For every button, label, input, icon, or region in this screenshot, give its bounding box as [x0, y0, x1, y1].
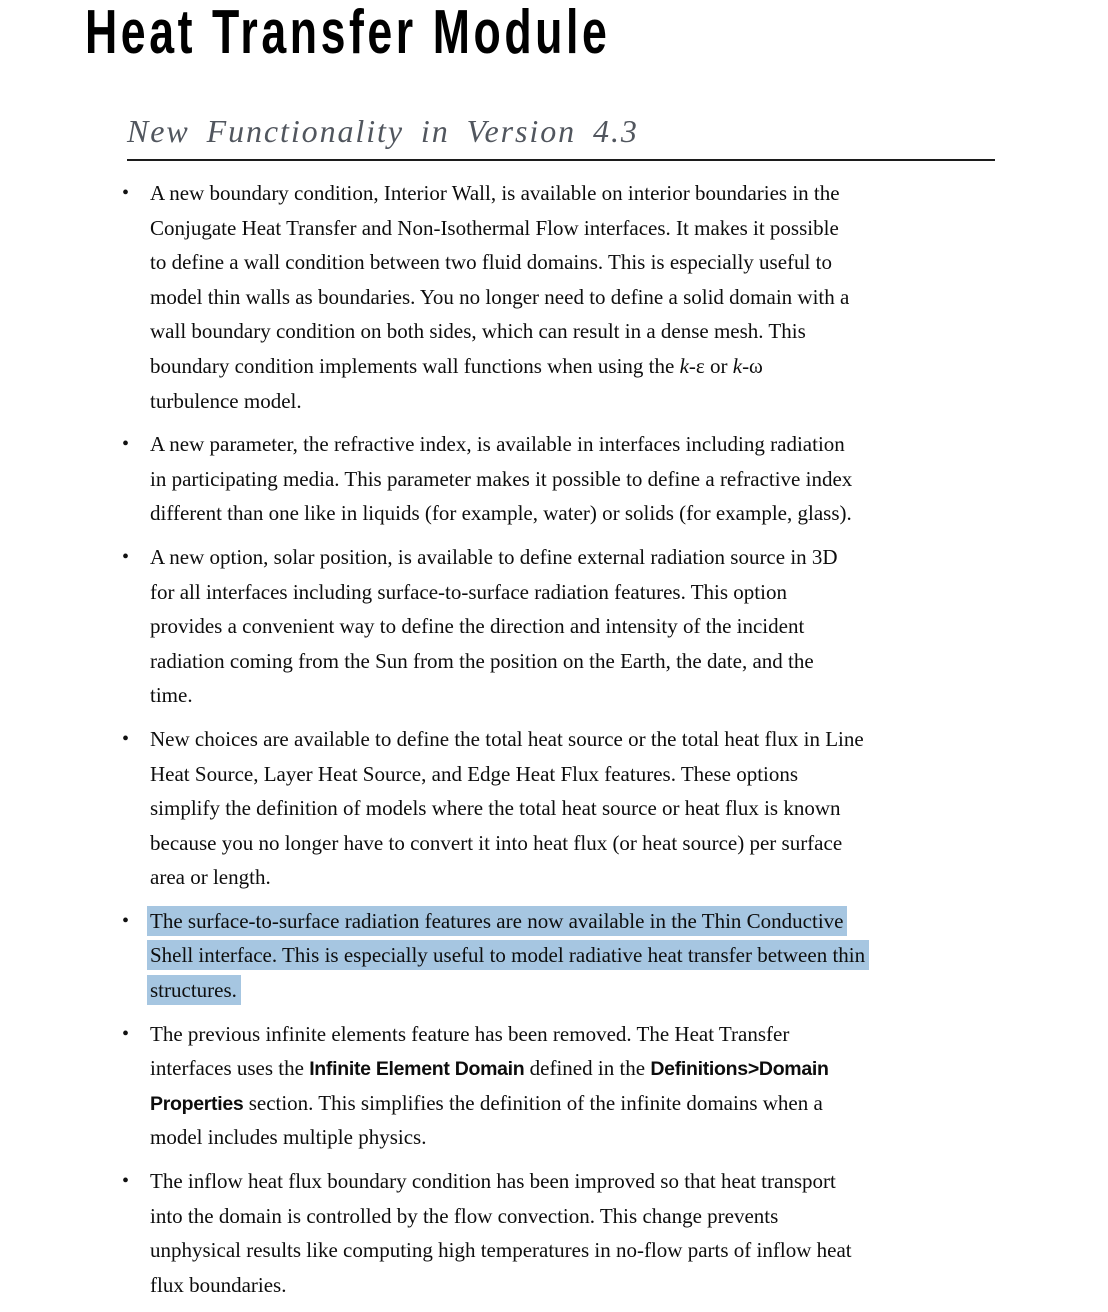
text-segment: model includes multiple physics. — [150, 1125, 427, 1150]
text-segment: Conjugate Heat Transfer and Non-Isothermal Flow interfaces. It makes it possible — [150, 215, 839, 240]
paragraph-line — [150, 938, 1070, 973]
text-span — [150, 250, 832, 274]
list-item — [122, 904, 1070, 1008]
list-item — [122, 176, 1070, 418]
text-span — [150, 762, 798, 786]
text-span — [150, 683, 193, 707]
list-item — [122, 722, 1070, 895]
paragraph-line — [150, 349, 1070, 384]
text-segment: model thin walls as boundaries. You no longer need to define a solid domain with a — [150, 284, 850, 309]
text-segment: The inflow heat flux boundary condition has been improved so that heat transport — [150, 1169, 836, 1194]
text-span — [150, 614, 804, 638]
text-span — [150, 727, 864, 751]
text-segment: into the domain is controlled by the flow convection. This change prevents — [150, 1203, 779, 1228]
paragraph-line — [150, 1268, 1070, 1303]
text-span — [150, 1125, 426, 1149]
bullet-marker: • — [122, 545, 130, 568]
text-segment: A new boundary condition, Interior Wall, is available on interior boundaries in the — [150, 181, 840, 205]
paragraph-line — [150, 1233, 1070, 1268]
paragraph-line — [150, 860, 1070, 895]
text-span — [150, 831, 842, 855]
text-segment: section. This simplifies the definition of the infinite domains when a — [243, 1090, 823, 1115]
paragraph-line — [150, 973, 1070, 1008]
text-segment: The surface-to-surface radiation features are now available in the Thin Conductive — [150, 908, 844, 933]
text-span — [150, 1169, 836, 1193]
paragraph-line — [150, 496, 1070, 531]
text-segment: provides a convenient way to define the direction and intensity of the incident — [150, 614, 805, 639]
paragraph-line — [150, 904, 1070, 939]
text-segment: defined in the — [524, 1056, 651, 1081]
text-segment: for all interfaces including surface-to-surface radiation features. This option — [150, 579, 787, 604]
text-segment: radiation coming from the Sun from the position on the Earth, the date, and the — [150, 648, 814, 673]
highlighted-text — [147, 975, 241, 1005]
math-variable: k — [732, 353, 743, 378]
page-title: Heat Transfer Module — [85, 0, 611, 67]
text-span — [150, 1056, 829, 1080]
text-segment: simplify the definition of models where the total heat source or heat flux is known — [150, 796, 841, 821]
text-span — [150, 1204, 778, 1228]
paragraph-line — [150, 462, 1070, 497]
text-segment: structures. — [150, 978, 237, 1003]
text-span — [150, 649, 814, 673]
text-span — [150, 580, 787, 604]
paragraph-line — [150, 280, 1070, 315]
list-item — [122, 540, 1070, 713]
list-item — [122, 1164, 1070, 1302]
bullet-marker: • — [122, 1170, 130, 1193]
text-segment: A new parameter, the refractive index, is available in interfaces including radiation — [150, 432, 845, 457]
text-span — [150, 319, 806, 343]
bullet-marker: • — [122, 909, 130, 932]
text-span — [150, 354, 763, 378]
paragraph-line — [150, 427, 1070, 462]
paragraph-line — [150, 1120, 1070, 1155]
highlighted-text — [147, 940, 869, 970]
paragraph-line — [150, 245, 1070, 280]
text-span — [150, 1091, 823, 1115]
text-span — [150, 501, 852, 525]
ui-term-bold: Properties — [150, 1092, 244, 1115]
text-span — [150, 432, 845, 456]
paragraph-line — [150, 211, 1070, 246]
paragraph-line — [150, 791, 1070, 826]
text-segment: turbulence model. — [150, 388, 302, 413]
paragraph-line — [150, 384, 1070, 419]
paragraph-line — [150, 176, 1070, 211]
text-span — [150, 285, 849, 309]
text-segment: -ε or — [688, 353, 733, 378]
text-span — [150, 1273, 286, 1297]
text-span — [150, 1022, 789, 1046]
paragraph-line — [150, 757, 1070, 792]
text-segment: interfaces uses the — [150, 1056, 310, 1081]
text-span — [150, 1238, 852, 1262]
paragraph-line — [150, 678, 1070, 713]
text-segment: flux boundaries. — [150, 1272, 287, 1297]
bullet-marker: • — [122, 727, 130, 750]
text-segment: in participating media. This parameter makes it possible to define a refractive index — [150, 466, 853, 491]
paragraph-line — [150, 1051, 1070, 1086]
bullet-marker: • — [122, 182, 130, 204]
ui-term-bold: Definitions>Domain — [650, 1058, 829, 1081]
bullet-marker: • — [122, 1022, 130, 1045]
text-segment: different than one like in liquids (for example, water) or solids (for example, glass). — [150, 501, 852, 526]
paragraph-line — [150, 314, 1070, 349]
text-span — [150, 389, 302, 413]
paragraph-line — [150, 575, 1070, 610]
text-span — [150, 796, 841, 820]
text-segment: to define a wall condition between two fluid domains. This is especially useful to — [150, 250, 832, 275]
section-heading: New Functionality in Version 4.3 — [127, 113, 639, 149]
text-segment: The previous infinite elements feature has been removed. The Heat Transfer — [150, 1021, 790, 1046]
text-segment: -ω — [742, 353, 763, 378]
math-variable: k — [679, 353, 689, 378]
text-segment: A new option, solar position, is available to define external radiation source in 3D — [150, 544, 838, 569]
bullet-list — [122, 176, 1070, 1311]
text-segment: unphysical results like computing high temperatures in no-flow parts of inflow heat — [150, 1238, 852, 1263]
paragraph-line — [150, 1199, 1070, 1234]
ui-term-bold: Infinite Element Domain — [309, 1058, 525, 1081]
text-segment: New choices are available to define the total heat source or the total heat flux in Line — [150, 726, 864, 751]
text-segment: because you no longer have to convert it into heat flux (or heat source) per surface — [150, 830, 843, 855]
text-segment: Heat Source, Layer Heat Source, and Edge Heat Flux features. These options — [150, 761, 799, 786]
paragraph-line — [150, 540, 1070, 575]
highlighted-text — [147, 906, 847, 936]
text-segment: Shell interface. This is especially useful to model radiative heat transfer between thin — [150, 943, 866, 968]
list-item — [122, 427, 1070, 531]
text-span — [150, 467, 852, 491]
paragraph-line — [150, 609, 1070, 644]
paragraph-line — [150, 1017, 1070, 1052]
text-segment: area or length. — [150, 865, 271, 890]
text-span — [150, 181, 840, 205]
paragraph-line — [150, 1086, 1070, 1121]
section-divider — [127, 159, 995, 161]
text-segment: wall boundary condition on both sides, which can result in a dense mesh. This — [150, 319, 806, 344]
paragraph-line — [150, 644, 1070, 679]
text-span — [150, 865, 271, 889]
paragraph-line — [150, 722, 1070, 757]
paragraph-line — [150, 1164, 1070, 1199]
text-segment: boundary condition implements wall functions when using the — [150, 353, 680, 378]
paragraph-line — [150, 826, 1070, 861]
text-span — [150, 216, 839, 240]
text-span — [150, 545, 838, 569]
text-segment: time. — [150, 683, 193, 708]
bullet-marker: • — [122, 433, 130, 456]
list-item — [122, 1017, 1070, 1155]
